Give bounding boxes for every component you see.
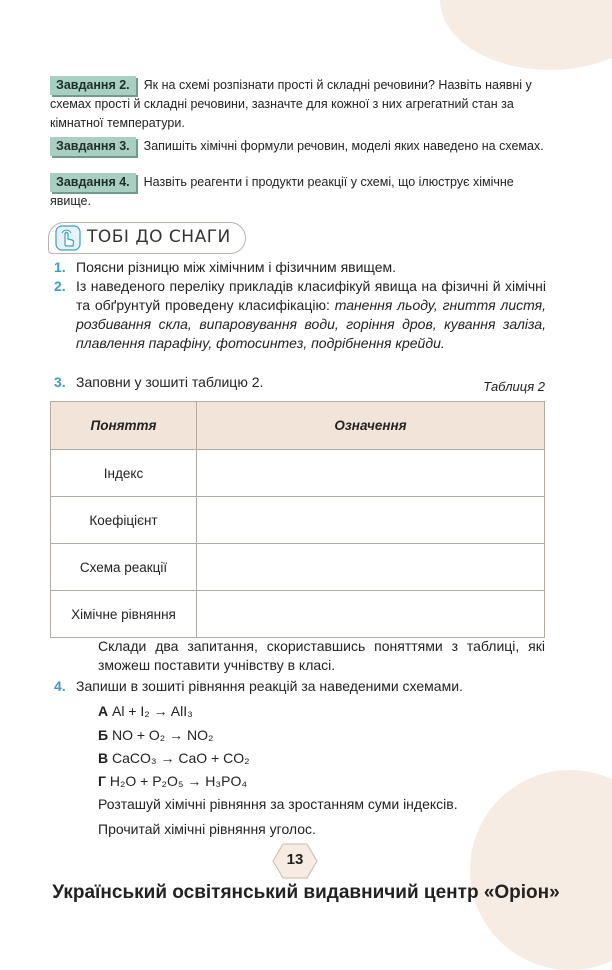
equation-label: А: [98, 703, 109, 719]
table-row: [51, 450, 545, 497]
equation-text: NO + O₂ → NO₂: [111, 727, 214, 743]
instruction-line: Прочитай хімічні рівняння уголос.: [98, 821, 316, 837]
equation-v: [98, 750, 250, 766]
equation-a: [98, 703, 193, 719]
question-4: [54, 677, 546, 696]
table-row: [51, 497, 545, 544]
table-cell-concept: Коефіцієнт: [51, 497, 197, 544]
section-title: ТОБІ ДО СНАГИ: [87, 227, 231, 247]
table-cell-definition: [197, 450, 545, 497]
after-table-text: [98, 637, 545, 675]
table-row: [51, 544, 545, 591]
question-text: Запиши в зошиті рівняння реакцій за наведеними схемами.: [76, 678, 463, 694]
task-text: Як на схемі розпізнати прості й складні речовини? Назвіть наявні у схемах прості й складні речовини, зазначте для кожної з них агрегатний стан за кімнатної температури.: [50, 78, 532, 130]
table-cell-definition: [197, 497, 545, 544]
question-text: Заповни у зошиті таблицю 2.: [76, 374, 264, 390]
table-caption: Таблиця 2: [483, 379, 545, 394]
question-text: Поясни різницю між хімічним і фізичним явищем.: [76, 259, 397, 275]
background-blob-bottom: [470, 770, 612, 970]
question-number: 1.: [54, 259, 66, 275]
table-header-row: [51, 402, 545, 450]
equation-label: Б: [98, 727, 109, 743]
question-1: [54, 258, 546, 277]
publisher-footer: Український освітянський видавничий центр «Оріон»: [52, 882, 560, 903]
question-number: 4.: [54, 678, 66, 694]
task-3: [50, 137, 545, 156]
table-header-definition: Означення: [197, 402, 545, 450]
table-cell-definition: [197, 591, 545, 638]
question-examples: танення льоду, гниття листя, розбивання скла, випаровування води, горіння дров, кування заліза, плавлення парафіну, фотосинтез, подрібнення крейди.: [76, 297, 547, 351]
page-number: 13: [286, 851, 304, 868]
table-row: [51, 591, 545, 638]
background-blob-top: [440, 0, 612, 70]
task-2: [50, 76, 545, 133]
equation-label: Г: [98, 773, 106, 789]
task-badge: Завдання 2.: [50, 76, 136, 95]
task-4: [50, 173, 545, 211]
table-cell-concept: Хімічне рівняння: [51, 591, 197, 638]
question-text: Із наведеного переліку прикладів класифікуй явища на фізичні й хімічні та обґрунтуй проведену класифікацію:: [76, 278, 546, 313]
instruction-line: Розташуй хімічні рівняння за зростанням суми індексів.: [98, 796, 458, 812]
question-number: 2.: [54, 278, 66, 294]
equation-text: H₂O + P₂O₅ → H₃PO₄: [109, 773, 248, 789]
concepts-table: [50, 401, 545, 638]
task-text: Назвіть реагенти і продукти реакції у схемі, що ілюструє хімічне явище.: [50, 175, 514, 208]
section-header: [48, 222, 246, 254]
question-number: 3.: [54, 374, 66, 390]
task-text: Запишіть хімічні формули речовин, моделі яких наведено на схемах.: [143, 139, 544, 153]
equation-text: Al + I₂ → AlI₃: [112, 703, 193, 719]
table-cell-definition: [197, 544, 545, 591]
task-badge: Завдання 4.: [50, 173, 136, 192]
equation-g: [98, 773, 247, 789]
equation-label: В: [98, 750, 109, 766]
table-header-concept: Поняття: [51, 402, 197, 450]
table-cell-concept: Індекс: [51, 450, 197, 497]
table-cell-concept: Схема реакції: [51, 544, 197, 591]
equation-b: [98, 727, 213, 743]
hand-pointer-icon: [55, 225, 81, 251]
question-3: [54, 373, 546, 392]
equation-text: CaCO₃ → CaO + CO₂: [112, 750, 250, 766]
task-badge: Завдання 3.: [50, 137, 136, 156]
question-2: [54, 277, 547, 353]
after-table-paragraph: Склади два запитання, скориставшись поняттями з таблиці, які зможеш поставити учнівству в класі.: [98, 638, 545, 673]
